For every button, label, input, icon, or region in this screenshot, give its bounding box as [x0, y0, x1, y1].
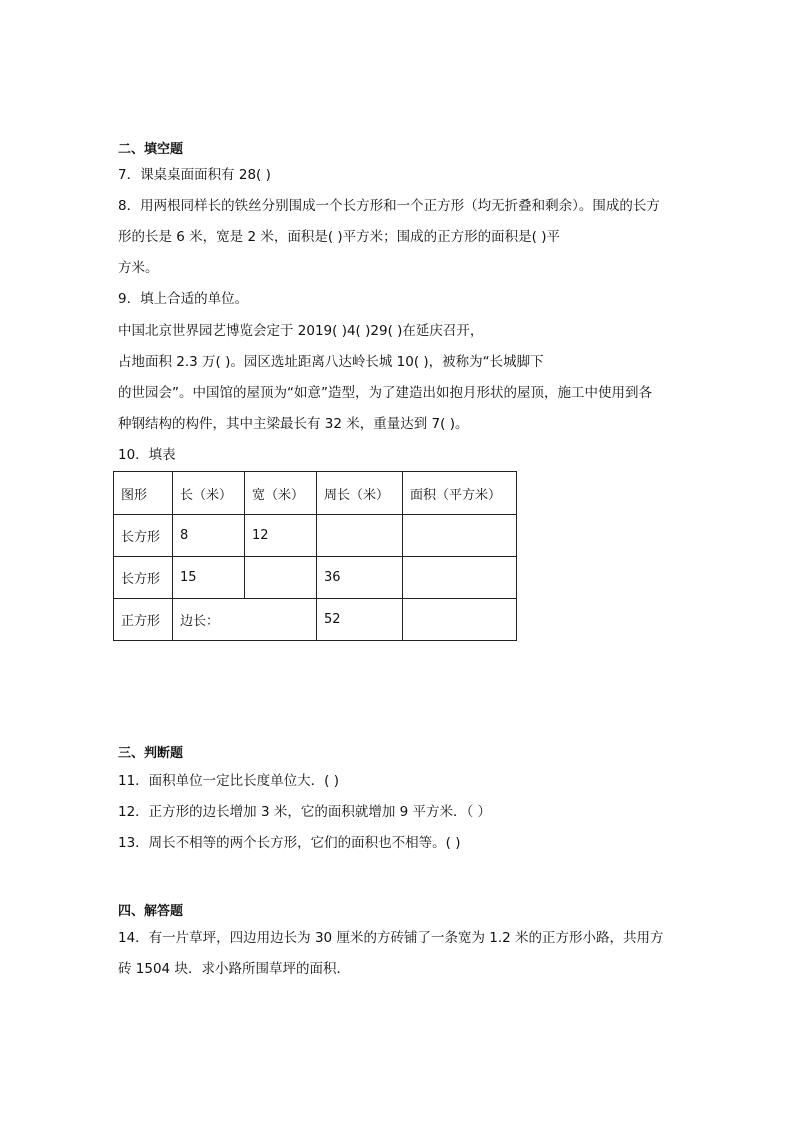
table-header-cell: 宽（米） [245, 472, 317, 515]
question-9-line-4: 的世园会”。中国馆的屋顶为“如意”造型，为了建造出如抱月形状的屋顶，施工中使用到各 [118, 385, 652, 401]
table-cell: 正方形 [114, 599, 173, 641]
section-title-problem-solving: 四、解答题 [118, 904, 184, 919]
table-header-cell: 图形 [114, 472, 173, 515]
question-9-line-2: 中国北京世界园艺博览会定于 2019( )4( )29( )在延庆召开， [118, 323, 484, 339]
table-header-cell: 周长（米） [317, 472, 403, 515]
question-11: 11．面积单位一定比长度单位大．( ) [118, 773, 340, 789]
table-row [114, 515, 517, 557]
table-header-cell: 面积（平方米） [403, 472, 517, 515]
table-cell: 长方形 [114, 515, 173, 557]
table-cell-blank[interactable] [403, 599, 517, 641]
question-8-line-2: 形的长是 6 米，宽是 2 米，面积是( )平方米；围成的正方形的面积是( )平 [118, 229, 560, 245]
table-header-cell: 长（米） [173, 472, 245, 515]
table-header-row [114, 472, 517, 515]
table-cell-blank[interactable] [317, 515, 403, 557]
question-7: 7．课桌桌面面积有 28( ) [118, 167, 271, 183]
question-8-line-3: 方米。 [118, 260, 159, 276]
question-14-line-2: 砖 1504 块．求小路所围草坪的面积． [118, 961, 350, 977]
table-cell-side-length[interactable]: 边长： [173, 599, 317, 641]
question-10: 10．填表 [118, 447, 176, 463]
table-cell: 长方形 [114, 557, 173, 599]
question-13: 13．周长不相等的两个长方形，它们的面积也不相等。( ) [118, 835, 461, 851]
question-8-line-1: 8．用两根同样长的铁丝分别围成一个长方形和一个正方形（均无折叠和剩余）。围成的长方 [118, 198, 660, 214]
question-9-line-3: 占地面积 2.3 万( )。园区选址距离八达岭长城 10( )，被称为“长城脚下 [118, 354, 544, 370]
question-9-line-1: 9．填上合适的单位。 [118, 291, 249, 307]
table-cell-blank[interactable] [245, 557, 317, 599]
table-cell: 12 [245, 515, 317, 557]
table-cell-blank[interactable] [403, 557, 517, 599]
table-row [114, 557, 517, 599]
question-12: 12．正方形的边长增加 3 米，它的面积就增加 9 平方米．（ ） [118, 804, 492, 820]
table-cell-blank[interactable] [403, 515, 517, 557]
section-title-true-false: 三、判断题 [118, 746, 184, 761]
section-title-fill-blank: 二、填空题 [118, 142, 184, 157]
table-cell: 15 [173, 557, 245, 599]
question-14-line-1: 14．有一片草坪，四边用边长为 30 厘米的方砖铺了一条宽为 1.2 米的正方形小路，共用方 [118, 930, 664, 946]
table-row [114, 599, 517, 641]
question-9-line-5: 种钢结构的构件，其中主梁最长有 32 米，重量达到 7( )。 [118, 416, 469, 432]
table-cell: 8 [173, 515, 245, 557]
fill-in-table [113, 471, 517, 641]
table-cell: 52 [317, 599, 403, 641]
table-cell: 36 [317, 557, 403, 599]
